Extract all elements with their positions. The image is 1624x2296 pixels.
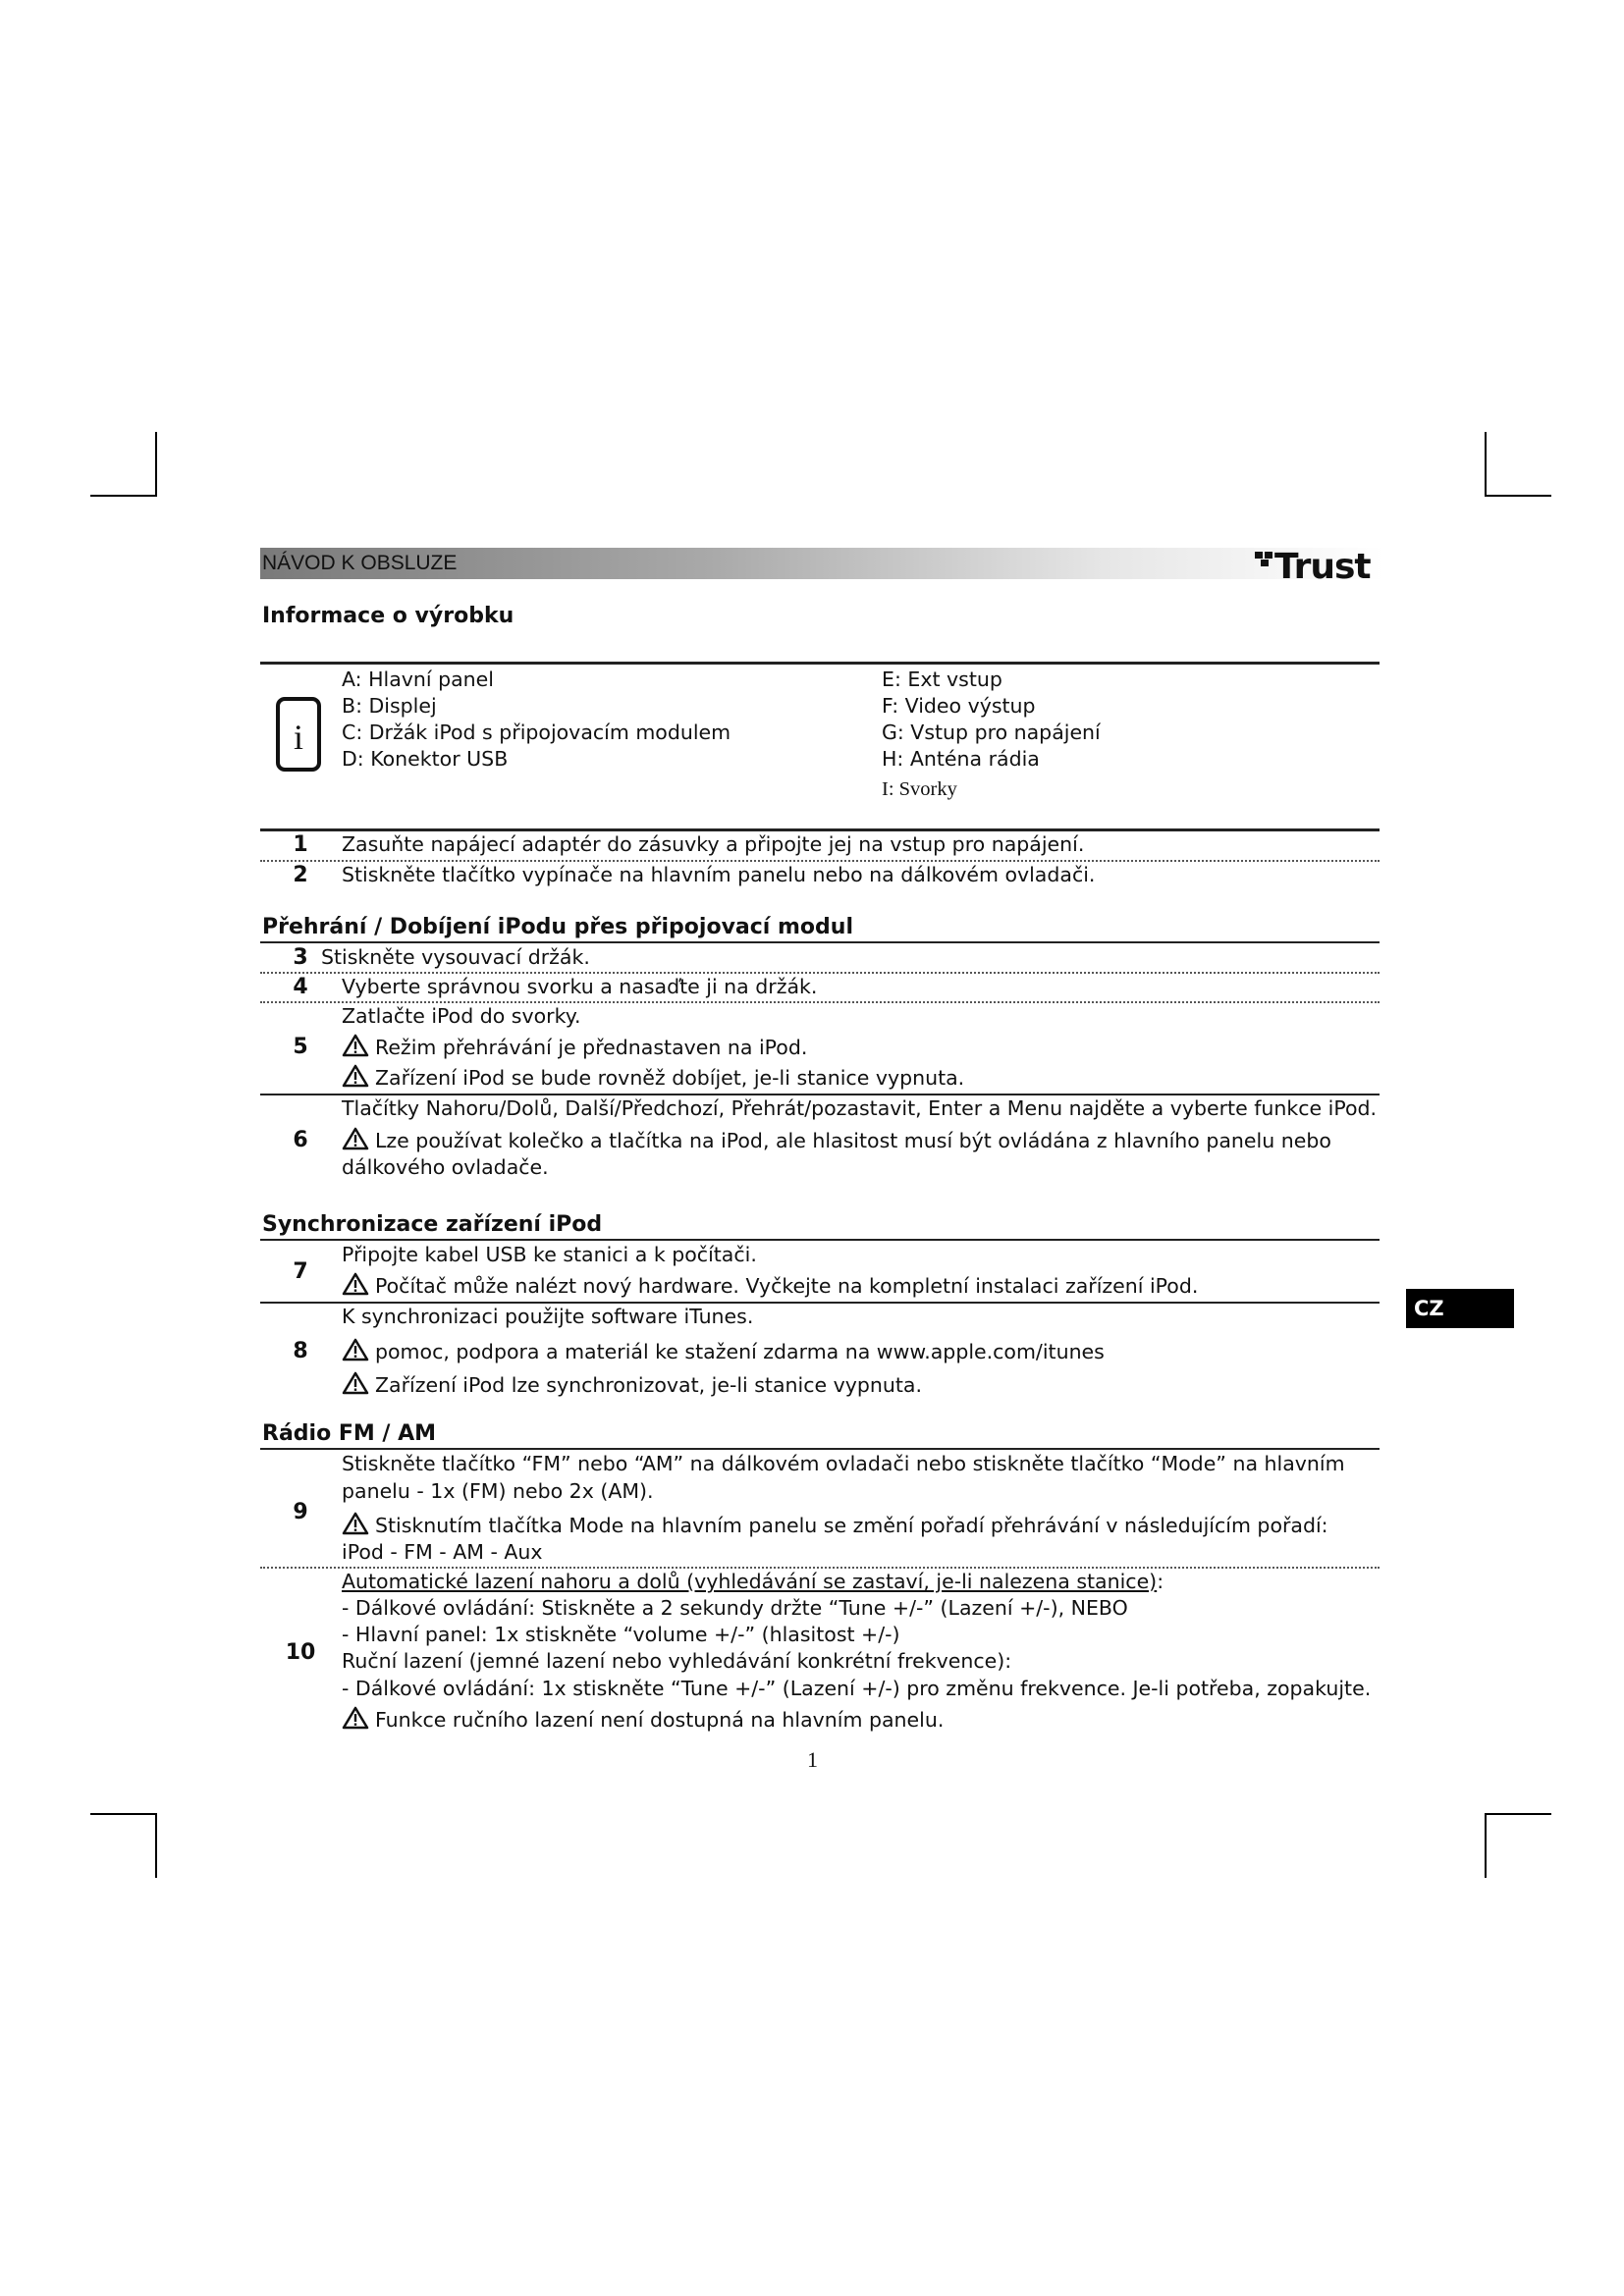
crop-mark: [1485, 432, 1487, 497]
step-number: 3: [293, 945, 308, 970]
step-number: 2: [293, 863, 308, 887]
language-tab: CZ: [1406, 1289, 1514, 1328]
step-number: 5: [293, 1035, 308, 1059]
step-note-cont: dálkového ovladače.: [342, 1155, 549, 1179]
step-note: Funkce ručního lazení není dostupná na hlavním panelu.: [342, 1706, 944, 1734]
divider: [260, 1448, 1380, 1450]
warning-icon: [342, 1272, 369, 1296]
logo-text: Trust: [1274, 547, 1371, 584]
step-text: panelu - 1x (FM) nebo 2x (AM).: [342, 1479, 654, 1503]
step-note: Počítač může nalézt nový hardware. Vyčkejte na kompletní instalaci zařízení iPod.: [342, 1272, 1198, 1300]
part-b: B: Displej: [342, 694, 437, 718]
step-text: - Hlavní panel: 1x stiskněte “volume +/-” (hlasitost +/-): [342, 1623, 900, 1646]
section-heading-playback: Přehrání / Dobíjení iPodu přes připojovací modul: [262, 915, 853, 939]
step-note: Režim přehrávání je přednastaven na iPod.: [342, 1034, 807, 1061]
step-text: Stiskněte vysouvací držák.: [321, 945, 590, 969]
step-number: 7: [293, 1259, 308, 1284]
step-text: Tlačítky Nahoru/Dolů, Další/Předchozí, Přehrát/pozastavit, Enter a Menu najděte a vyberte funkce iPod.: [342, 1096, 1378, 1120]
section-heading-product-info: Informace o výrobku: [262, 604, 514, 628]
crop-mark: [90, 495, 157, 497]
part-c: C: Držák iPod s připojovacím modulem: [342, 721, 731, 744]
step-number: 9: [293, 1500, 308, 1524]
step-number: 10: [285, 1640, 316, 1665]
part-e: E: Ext vstup: [882, 667, 1002, 691]
crop-mark: [155, 1813, 157, 1878]
step-text: - Dálkové ovládání: Stiskněte a 2 sekundy držte “Tune +/-” (Lazení +/-), NEBO: [342, 1596, 1128, 1620]
step-text: Vyberte správnou svorku a nasaďte ji na držák.: [342, 975, 818, 998]
page-number: 1: [807, 1747, 818, 1772]
step-note: Stisknutím tlačítka Mode na hlavním panelu se změní pořadí přehrávání v následujícím pořadí:: [342, 1512, 1328, 1539]
crop-mark: [1485, 495, 1551, 497]
step-text: iPod - FM - AM - Aux: [342, 1540, 543, 1564]
warning-icon: [342, 1512, 369, 1535]
part-d: D: Konektor USB: [342, 747, 509, 771]
part-i: I: Svorky: [882, 778, 957, 800]
crop-mark: [1485, 1813, 1551, 1815]
step-text: Stiskněte tlačítko vypínače na hlavním panelu nebo na dálkovém ovladači.: [342, 863, 1096, 886]
step-text: - Dálkové ovládání: 1x stiskněte “Tune +/-” (Lazení +/-) pro změnu frekvence. Je-li potřeba, zopakujte.: [342, 1677, 1372, 1700]
divider: [260, 941, 1380, 943]
step-number: 8: [293, 1339, 308, 1363]
divider: [260, 1239, 1380, 1241]
section-heading-radio: Rádio FM / AM: [262, 1421, 437, 1446]
step-text: Zasuňte napájecí adaptér do zásuvky a připojte jej na vstup pro napájení.: [342, 832, 1085, 856]
step-text: K synchronizaci použijte software iTunes.: [342, 1305, 754, 1328]
step-note: pomoc, podpora a materiál ke stažení zdarma na www.apple.com/itunes: [342, 1338, 1105, 1365]
part-g: G: Vstup pro napájení: [882, 721, 1101, 744]
step-text: Připojte kabel USB ke stanici a k počítači.: [342, 1243, 757, 1266]
info-icon: [276, 697, 321, 772]
step-text: Zatlačte iPod do svorky.: [342, 1004, 581, 1028]
crop-mark: [1485, 1813, 1487, 1878]
warning-icon: [342, 1338, 369, 1362]
warning-icon: [342, 1127, 369, 1150]
warning-icon: [342, 1706, 369, 1730]
part-h: H: Anténa rádia: [882, 747, 1040, 771]
step-note: Lze používat kolečko a tlačítka na iPod, ale hlasitost musí být ovládána z hlavního panelu nebo: [342, 1127, 1331, 1154]
step-number: 1: [293, 832, 308, 857]
step-text: Ruční lazení (jemné lazení nebo vyhledávání konkrétní frekvence):: [342, 1649, 1012, 1673]
part-a: A: Hlavní panel: [342, 667, 494, 691]
part-f: F: Video výstup: [882, 694, 1036, 718]
step-number: 4: [293, 975, 308, 999]
step-note: Zařízení iPod se bude rovněž dobíjet, je-li stanice vypnuta.: [342, 1064, 964, 1092]
step-text: Stiskněte tlačítko “FM” nebo “AM” na dálkovém ovladači nebo stiskněte tlačítko “Mode” na hlavním: [342, 1452, 1345, 1475]
crop-mark: [155, 432, 157, 497]
manual-title: NÁVOD K OBSLUZE: [262, 552, 458, 574]
step-text: Automatické lazení nahoru a dolů (vyhledávání se zastaví, je-li nalezena stanice):: [342, 1570, 1164, 1593]
step-number: 6: [293, 1128, 308, 1152]
warning-icon: [342, 1064, 369, 1088]
crop-mark: [90, 1813, 157, 1815]
divider: [260, 662, 1380, 665]
svg-text:i: i: [293, 718, 304, 757]
warning-icon: [342, 1371, 369, 1395]
step-note: Zařízení iPod lze synchronizovat, je-li stanice vypnuta.: [342, 1371, 922, 1399]
warning-icon: [342, 1034, 369, 1057]
section-heading-sync: Synchronizace zařízení iPod: [262, 1212, 603, 1237]
trust-logo: [1255, 543, 1387, 584]
